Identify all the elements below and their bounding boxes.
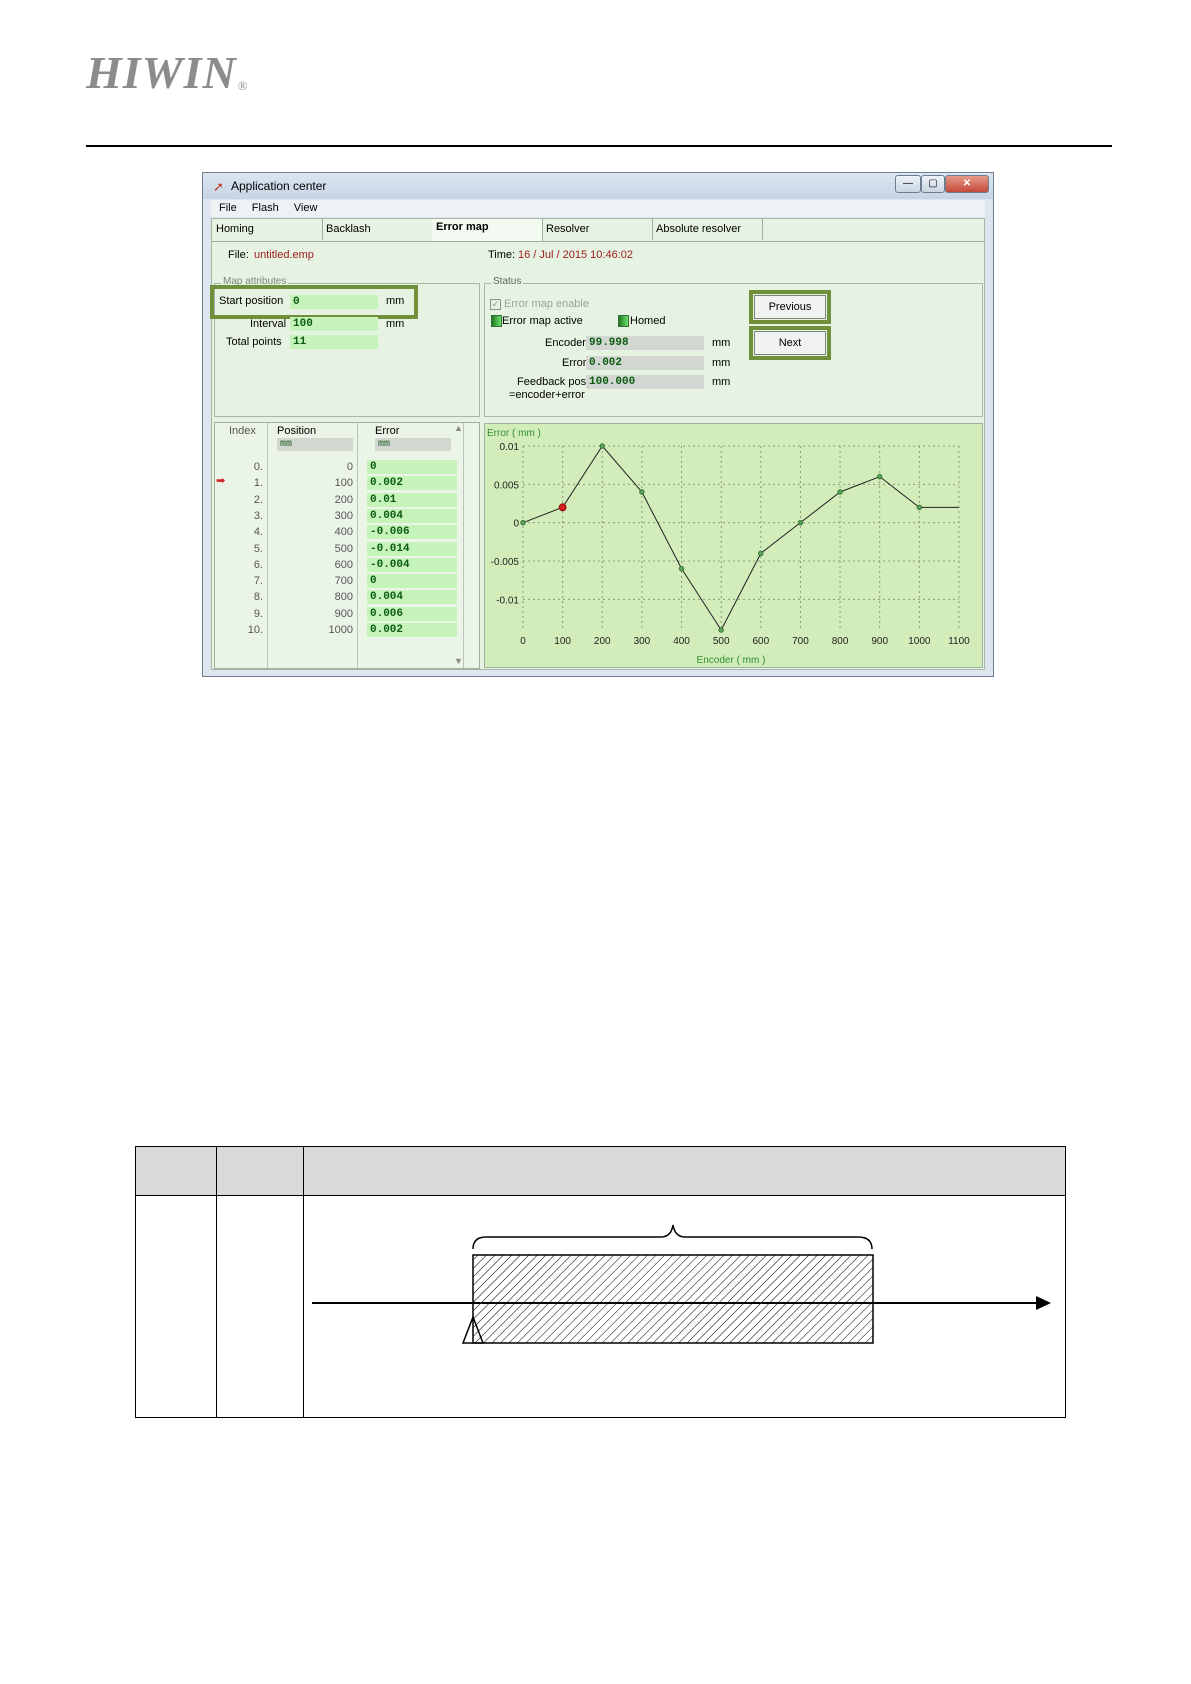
index-header: Index [229, 425, 256, 437]
table-row-index: 9. [253, 607, 263, 620]
position-unit: mm [277, 438, 353, 451]
table-row-error[interactable]: 0.01 [367, 493, 457, 507]
error-map-chart [484, 423, 983, 668]
error-map-enable-checkbox[interactable]: ✓ [491, 299, 500, 309]
range-brace [473, 1225, 872, 1249]
y-tick-label: -0.01 [496, 595, 519, 607]
error-map-enable-label: Error map enable [504, 298, 589, 310]
x-tick-label: 800 [831, 636, 849, 647]
encoder-value: 99.998 [586, 336, 704, 350]
feedback-pos-label: Feedback pos [517, 376, 587, 388]
time-value: 16 / Jul / 2015 10:46:02 [518, 249, 633, 261]
minimize-button[interactable]: — [895, 175, 921, 193]
table-row-error[interactable]: 0 [367, 460, 457, 474]
position-header: Position [277, 425, 317, 437]
feedback-pos-note: =encoder+error [509, 389, 585, 401]
table-row-position: 600 [334, 558, 353, 571]
table-row-index: 8. [253, 591, 263, 604]
x-tick-label: 300 [633, 636, 651, 647]
table-row-position: 1000 [328, 624, 353, 636]
start-position-label: Start position [219, 295, 284, 307]
status-label: Status [493, 276, 522, 287]
app-icon: ➚ [213, 179, 224, 194]
current-row-arrow-icon: ➡ [216, 475, 226, 487]
error-value: 0.002 [586, 356, 704, 370]
table-row-error[interactable]: 0.002 [367, 476, 457, 490]
header-rule [86, 145, 1112, 147]
table-row-position: 500 [334, 542, 353, 555]
error-label: Error [562, 357, 587, 369]
error-table [214, 422, 480, 669]
scroll-up-arrow-icon[interactable]: ▲ [454, 423, 463, 433]
x-tick-label: 100 [554, 636, 571, 647]
next-button[interactable]: Next [754, 331, 826, 355]
application-window [202, 172, 994, 677]
axis-arrow-icon [1036, 1296, 1051, 1310]
feedback-pos-unit: mm [712, 376, 731, 388]
tab-homing[interactable]: Homing [212, 219, 323, 240]
homed-label: Homed [630, 315, 666, 327]
table-row-index: 6. [253, 558, 263, 571]
error-map-panel [211, 218, 985, 670]
table-row-error[interactable]: -0.014 [367, 542, 457, 556]
table-row-error[interactable]: -0.004 [367, 558, 457, 572]
time-label: Time: [488, 249, 516, 261]
y-tick-label: -0.005 [490, 557, 519, 568]
total-points-input[interactable]: 11 [290, 335, 378, 349]
error-map-active-lamp [491, 315, 502, 327]
encoder-unit: mm [712, 337, 731, 349]
file-name: untitled.emp [254, 249, 314, 261]
homed-lamp [618, 315, 629, 327]
y-tick-label: 0.005 [493, 480, 519, 492]
close-button[interactable]: ✕ [945, 175, 989, 193]
x-tick-label: 0 [520, 636, 526, 647]
tab-backlash[interactable]: Backlash [322, 219, 433, 240]
data-point [719, 628, 724, 633]
x-tick-label: 1100 [948, 636, 970, 647]
table-row-error[interactable]: 0.006 [367, 607, 457, 621]
x-tick-label: 200 [593, 636, 611, 647]
table-row-index: 0. [253, 461, 263, 473]
table-row-position: 800 [334, 591, 353, 604]
data-point [600, 444, 605, 449]
table-row-index: 5. [253, 542, 263, 555]
total-points-label: Total points [226, 336, 282, 348]
table-row-index: 4. [253, 526, 263, 539]
table-row-error[interactable]: -0.006 [367, 525, 457, 539]
menu-bar [211, 200, 985, 217]
error-series-line [523, 446, 959, 630]
tab-resolver[interactable]: Resolver [542, 219, 653, 240]
x-tick-label: 900 [871, 636, 889, 647]
menu-view[interactable]: View [293, 202, 318, 214]
previous-button[interactable]: Previous [754, 295, 826, 319]
start-position-input[interactable]: 0 [290, 295, 378, 309]
data-point [838, 490, 843, 495]
x-axis-label: Encoder ( mm ) [696, 655, 766, 666]
hatched-region [473, 1255, 873, 1343]
hiwin-logo: HIWIN® [86, 47, 249, 98]
diagram-table [135, 1146, 1066, 1418]
error-unit-header: mm [375, 438, 451, 451]
table-row-position: 100 [334, 477, 353, 490]
x-tick-label: 700 [792, 636, 809, 647]
chart-svg [485, 424, 982, 667]
table-row-error[interactable]: 0.004 [367, 509, 457, 523]
tab-error-map[interactable]: Error map [432, 219, 543, 241]
y-axis-label: Error ( mm ) [487, 428, 541, 439]
table-row-position: 300 [334, 509, 353, 522]
error-header: Error [375, 425, 400, 437]
feedback-pos-value: 100.000 [586, 375, 704, 389]
highlight-data-point [559, 504, 566, 511]
axis-diagram [136, 1147, 1065, 1417]
table-row-index: 2. [253, 493, 263, 506]
x-tick-label: 400 [673, 636, 690, 647]
y-tick-label: 0 [513, 518, 519, 530]
data-point [877, 474, 882, 479]
table-row-index: 10. [247, 624, 263, 636]
data-point [759, 551, 764, 556]
table-row-error[interactable]: 0.002 [367, 623, 457, 637]
tab-absolute-resolver[interactable]: Absolute resolver [652, 219, 763, 240]
data-point [798, 520, 803, 525]
x-tick-label: 1000 [908, 636, 931, 647]
encoder-label: Encoder [545, 337, 586, 349]
table-row-position: 900 [334, 607, 353, 620]
menu-file[interactable]: File [219, 202, 237, 214]
file-label: File: [228, 249, 249, 261]
menu-flash[interactable]: Flash [251, 202, 279, 214]
interval-unit: mm [386, 318, 405, 330]
y-tick-label: 0.01 [499, 442, 519, 453]
data-point [917, 505, 922, 510]
table-row-index: 1. [253, 477, 263, 490]
table-row-position: 200 [334, 493, 353, 506]
table-row-index: 3. [253, 509, 263, 522]
map-attributes-label: Map attributes [223, 276, 287, 287]
tab-strip [212, 219, 984, 242]
x-tick-label: 600 [752, 636, 770, 647]
table-row-position: 400 [334, 526, 353, 539]
scroll-down-arrow-icon[interactable]: ▼ [454, 656, 463, 666]
table-row-position: 700 [334, 575, 353, 588]
maximize-button[interactable]: ▢ [921, 175, 945, 193]
error-map-active-label: Error map active [502, 315, 583, 327]
table-row-error[interactable]: 0.004 [367, 590, 457, 604]
window-title: Application center [231, 179, 327, 193]
title-bar[interactable] [203, 173, 993, 199]
data-point [640, 490, 645, 495]
table-row-error[interactable]: 0 [367, 574, 457, 588]
data-point [679, 566, 684, 571]
data-point [521, 520, 526, 525]
interval-input[interactable]: 100 [290, 317, 378, 331]
start-position-unit: mm [386, 295, 405, 307]
error-unit: mm [712, 357, 731, 369]
table-row-position: 0 [346, 461, 353, 473]
table-row-index: 7. [253, 575, 263, 588]
x-tick-label: 500 [712, 636, 730, 647]
interval-label: Interval [250, 318, 287, 330]
